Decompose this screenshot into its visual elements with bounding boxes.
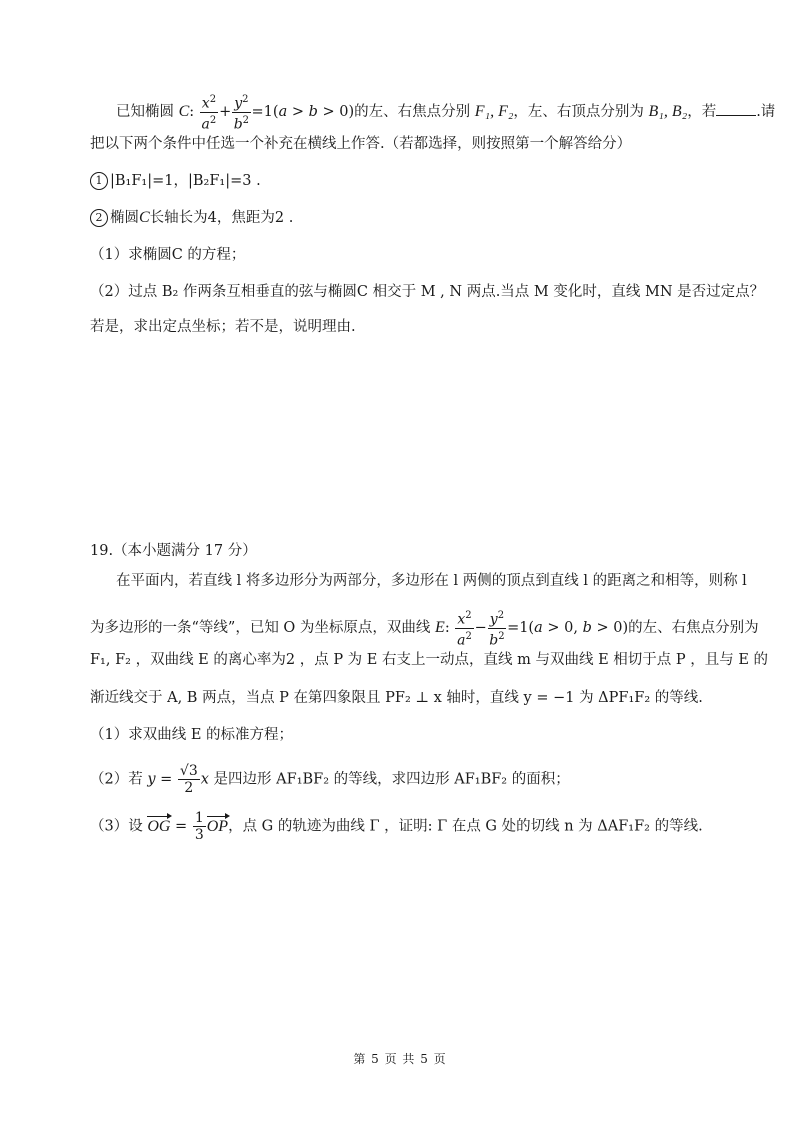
q18-stem: 已知椭圆 C: $\frac{x^2}{a^2}$ + $\frac{y^2}{b^2}$ =1(a > b > 0)的左、右焦点分别 F₁, F₂，左、右顶点分别为 B₁, B₂，若 .请	[116, 94, 776, 133]
one-third: $\frac{1}{3}$	[194, 810, 204, 843]
q19-part-2-text-b: 是四边形 AF₁BF₂ 的等线，求四边形 AF₁BF₂ 的面积；	[213, 771, 570, 788]
q18-instruction: 把以下两个条件中任选一个补充在横线上作答.（若都选择，则按照第一个解答给分）	[90, 136, 632, 152]
foci-label: F₁, F₂	[474, 103, 514, 121]
q18-condition-2	[90, 208, 730, 228]
q19-stem-1: 在平面内，若直线 l 将多边形分为两部分，多边形在 l 两侧的顶点到直线 l 的距离之和相等，则称 l	[116, 573, 747, 589]
q19-stem-2: 为多边形的一条“等线”，已知 O 为坐标原点，双曲线 E: $\frac{x^2}{a^2}$ − $\frac{y^2}{b^2}$ =1(a > 0, b > 0)的左、右焦点分别为	[90, 610, 759, 649]
q18-stem-text-c: ，左、右顶点分别为	[513, 104, 644, 121]
answer-blank	[716, 101, 756, 116]
ellipse-y-term: $\frac{y^2}{b^2}$	[233, 94, 250, 133]
q19-part-2-text-a: （2）若	[90, 771, 143, 788]
q19-part-2: （2）若 y = $\frac{√3}{2}$ x 是四边形 AF₁BF₂ 的等线，求四边形 AF₁BF₂ 的面积；	[90, 763, 570, 796]
q18-stem-text-d: ，若	[687, 104, 717, 121]
vector-OG: OG	[147, 817, 171, 835]
vector-OP: OP	[206, 817, 229, 835]
q18-stem-text-b: 的左、右焦点分别	[354, 104, 471, 121]
q19-stem-2-text-b: 的左、右焦点分别为	[628, 620, 759, 637]
vertices-label: B₁, B₂	[648, 103, 688, 121]
hyperbola-x-term: $\frac{x^2}{a^2}$	[457, 610, 472, 649]
q18-stem-text-a: 已知椭圆	[116, 104, 174, 121]
q19-part-1: （1）求双曲线 E 的标准方程；	[90, 727, 294, 743]
q18-part-2: （2）过点 B₂ 作两条互相垂直的弦与椭圆C 相交于 M , N 两点.当点 M 变化时，直线 MN 是否过定点？	[90, 284, 765, 300]
q18-part-1: （1）求椭圆C 的方程；	[90, 247, 246, 263]
ellipse-symbol-2: C	[139, 209, 150, 226]
ellipse-symbol: C	[178, 103, 190, 121]
q19-stem-4: 渐近线交于 A, B 两点，当点 P 在第四象限且 PF₂ ⊥ x 轴时，直线 y = −1 为 ΔPF₁F₂ 的等线.	[90, 690, 703, 706]
q19-stem-2-text-a: 为多边形的一条“等线”，已知 O 为坐标原点，双曲线	[90, 620, 431, 637]
hyperbola-y-term: $\frac{y^2}{b^2}$	[489, 610, 505, 649]
q19-part-3: （3）设 OG = $\frac{1}{3}$ OP，点 G 的轨迹为曲线 Γ ，证明: Γ 在点 G 处的切线 n 为 ΔAF₁F₂ 的等线.	[90, 810, 703, 843]
hyperbola-symbol: E	[435, 619, 445, 637]
page-footer: 第 5 页 共 5 页	[353, 1052, 447, 1066]
q19-header: 19.（本小题满分 17 分）	[90, 543, 257, 559]
q18-part-2-cont: 若是，求出定点坐标；若不是，说明理由.	[90, 319, 356, 335]
sqrt3-over-2: $\frac{√3}{2}$	[179, 763, 198, 796]
q18-condition-1	[90, 171, 730, 191]
q19-part-3-text-b: ，点 G 的轨迹为曲线 Γ ，证明: Γ 在点 G 处的切线 n 为 ΔAF₁F₂ 的等线.	[228, 818, 703, 835]
q19-part-3-text-a: （3）设	[90, 818, 143, 835]
q19-stem-3: F₁, F₂ ，双曲线 E 的离心率为2 ，点 P 为 E 右支上一动点，直线 m 与双曲线 E 相切于点 P ，且与 E 的	[90, 652, 769, 668]
q18-stem-text-e: .请	[756, 104, 776, 121]
circled-number-1: 1	[90, 172, 108, 190]
ellipse-x-term: $\frac{x^2}{a^2}$	[201, 94, 217, 133]
condition-2-text-b: 长轴长为4，焦距为2 .	[149, 210, 294, 226]
circled-number-2: 2	[90, 209, 108, 227]
condition-2-text-a: 椭圆	[110, 210, 139, 226]
condition-1-text: |B₁F₁|=1，|B₂F₁|=3 .	[110, 173, 261, 189]
